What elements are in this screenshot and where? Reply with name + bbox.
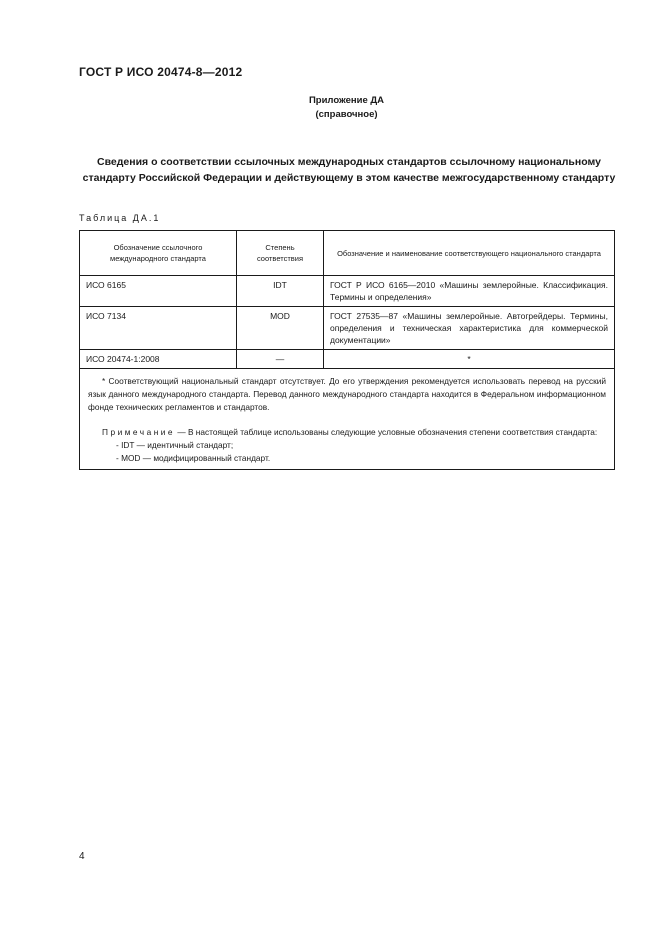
header-national-standard: Обозначение и наименование соответствующего национального стандарта <box>324 231 615 276</box>
cell-ref: ИСО 20474-1:2008 <box>80 350 237 369</box>
cell-national: * <box>324 350 615 369</box>
page-number: 4 <box>79 851 85 862</box>
appendix-heading <box>0 94 661 122</box>
footnote: * Соответствующий национальный стандарт отсутствует. До его утверждения рекомендуется использовать перевод на русский язык данного международного стандарта. Перевод данного международного стандарта находится в Федеральном информационном фонде технических регламентов и стандартов. <box>88 376 606 412</box>
cell-ref: ИСО 6165 <box>80 276 237 307</box>
table-footer <box>80 369 615 470</box>
cell-degree: IDT <box>237 276 324 307</box>
header-degree: Степень соответствия <box>237 231 324 276</box>
table-footer-row <box>80 369 615 470</box>
table-caption: Таблица ДА.1 <box>79 213 161 223</box>
header-ref-standard: Обозначение ссылочного международного стандарта <box>80 231 237 276</box>
cell-degree: MOD <box>237 307 324 350</box>
note-item-mod: - MOD — модифицированный стандарт. <box>116 453 271 463</box>
table-row <box>80 350 615 369</box>
document-code: ГОСТ Р ИСО 20474-8—2012 <box>79 65 243 79</box>
cell-national: ГОСТ Р ИСО 6165—2010 «Машины землеройные. Классификация. Термины и определения» <box>324 276 615 307</box>
table-header-row <box>80 231 615 276</box>
note-text: — В настоящей таблице использованы следующие условные обозначения степени соответствия стандарта: <box>177 427 598 437</box>
note-item-idt: - IDT — идентичный стандарт; <box>116 440 234 450</box>
note <box>88 426 606 439</box>
section-title: Сведения о соответствии ссылочных международных стандартов ссылочному национальному стандарту Российской Федерации и действующему в этом качестве межгосударственному стандарту <box>82 156 616 184</box>
cell-degree: — <box>237 350 324 369</box>
correspondence-table <box>79 230 615 470</box>
table-row <box>80 307 615 350</box>
note-label: Примечание <box>102 427 176 437</box>
cell-national: ГОСТ 27535—87 «Машины землеройные. Автогрейдеры. Термины, определения и техническая характеристика для коммерческой документации» <box>324 307 615 350</box>
cell-ref: ИСО 7134 <box>80 307 237 350</box>
table-row <box>80 276 615 307</box>
appendix-subtitle: (справочное) <box>315 109 378 120</box>
appendix-title: Приложение ДА <box>308 95 385 106</box>
